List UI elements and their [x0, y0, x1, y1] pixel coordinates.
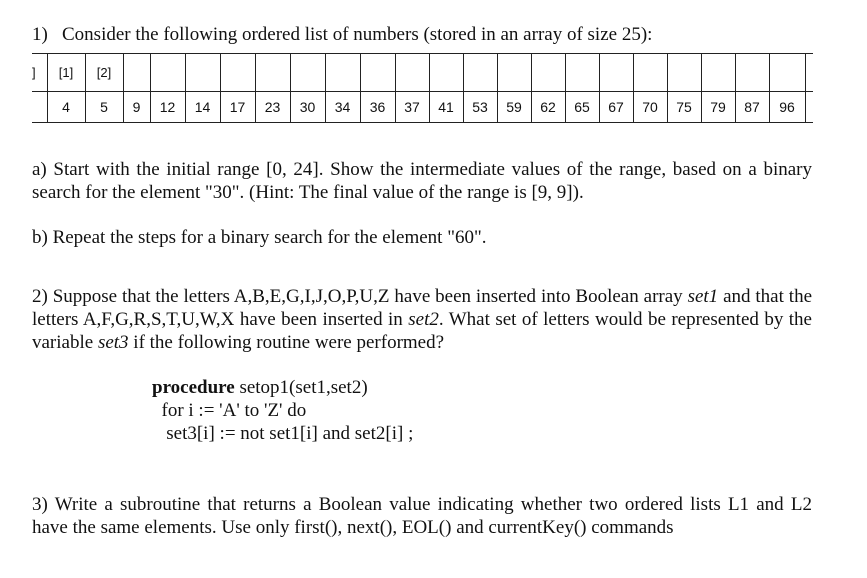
array-value-cell: 23: [255, 92, 290, 123]
q2-text-4: if the following routine were performed?: [128, 332, 445, 353]
array-index-cell: [325, 54, 360, 92]
array-value-cell: 36: [360, 92, 395, 123]
array-index-cell: [497, 54, 531, 92]
array-index-cell: [667, 54, 701, 92]
code-block: [152, 376, 413, 445]
question-1a: a) Start with the initial range [0, 24]. Show the intermediate values of the range, based on a binary search for the element "30". (Hint: The final value of the range is [9, 9]).: [32, 159, 812, 203]
question-3: 3) Write a subroutine that returns a Boolean value indicating whether two ordered lists L1 and L2 have the same elements. Use only first(), next(), EOL() and currentKey() commands: [32, 494, 812, 538]
array-index-cell: [429, 54, 463, 92]
array-index-cell: [565, 54, 599, 92]
array-index-cell: [633, 54, 667, 92]
question-1-number: 1): [32, 24, 48, 45]
array-value-cell: 62: [531, 92, 565, 123]
array-value-cell: [32, 92, 47, 123]
q2-text-2: and that the letters A,F,G,R,S,T,U,W,X have been inserted in: [32, 286, 813, 330]
question-2: [32, 285, 812, 354]
array-index-cell: [220, 54, 255, 92]
array-index-row: [32, 54, 813, 92]
code-signature: setop1(set1,set2): [234, 377, 368, 398]
array-index-cell: [769, 54, 805, 92]
q2-var-set1: set1: [687, 286, 719, 307]
array-value-cell: 79: [701, 92, 735, 123]
code-line-2: for i := 'A' to 'Z' do: [152, 400, 307, 421]
array-value-cell: 34: [325, 92, 360, 123]
q2-text-3: . What set of letters would be represented by the variable: [32, 309, 812, 353]
q2-var-set2: set2: [408, 309, 439, 330]
array-value-cell: 70: [633, 92, 667, 123]
array-value-cell: 12: [150, 92, 185, 123]
array-value-cell: 53: [463, 92, 497, 123]
array-value-cell: 30: [290, 92, 325, 123]
array-index-cell: [735, 54, 769, 92]
code-line-3: set3[i] := not set1[i] and set2[i] ;: [152, 423, 414, 444]
array-index-cell: [150, 54, 185, 92]
array-index-cell: [701, 54, 735, 92]
q2-text-1: 2) Suppose that the letters A,B,E,G,I,J,O,P,U,Z have been inserted into Boolean array: [32, 286, 688, 307]
array-value-cell: 14: [185, 92, 220, 123]
array-index-cell: [360, 54, 395, 92]
question-1-heading: [32, 24, 652, 46]
array-value-cell: 41: [429, 92, 463, 123]
array-value-row: [32, 92, 813, 123]
array-value-cell: 75: [667, 92, 701, 123]
array-value-cell: 17: [220, 92, 255, 123]
array-value-cell: [805, 92, 813, 123]
array-value-cell: 9: [123, 92, 150, 123]
array-index-cell: [255, 54, 290, 92]
array-index-cell: [123, 54, 150, 92]
array-value-cell: 67: [599, 92, 633, 123]
array-value-cell: 65: [565, 92, 599, 123]
array-index-cell: [599, 54, 633, 92]
array-index-cell: [1]: [47, 54, 85, 92]
array-index-cell: ]: [32, 54, 47, 92]
array-index-cell: [395, 54, 429, 92]
array-index-cell: [185, 54, 220, 92]
array-index-cell: [531, 54, 565, 92]
array-index-cell: [805, 54, 813, 92]
question-1b: b) Repeat the steps for a binary search for the element "60".: [32, 227, 487, 248]
question-1-text: Consider the following ordered list of numbers (stored in an array of size 25):: [62, 24, 653, 45]
array-value-cell: 59: [497, 92, 531, 123]
array-value-cell: 96: [769, 92, 805, 123]
array-value-cell: 4: [47, 92, 85, 123]
array-index-cell: [2]: [85, 54, 123, 92]
array-index-cell: [463, 54, 497, 92]
code-line-1: [152, 376, 413, 399]
array-table: [32, 53, 813, 123]
array-value-cell: 5: [85, 92, 123, 123]
array-index-cell: [290, 54, 325, 92]
array-value-cell: 87: [735, 92, 769, 123]
array-value-cell: 37: [395, 92, 429, 123]
code-keyword: procedure: [152, 377, 235, 398]
q2-var-set3: set3: [97, 332, 129, 353]
